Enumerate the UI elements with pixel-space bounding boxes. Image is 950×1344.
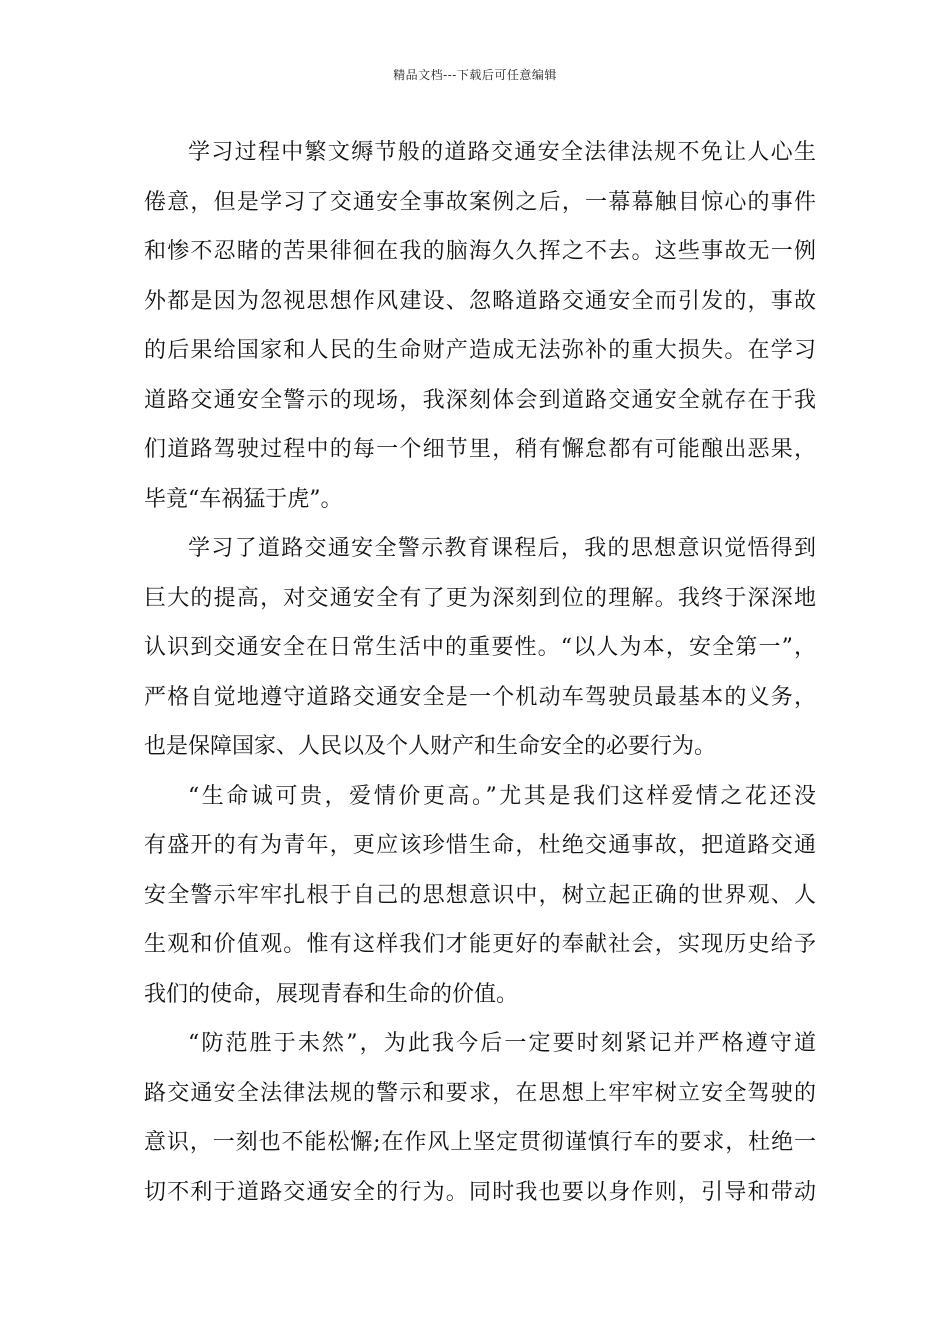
paragraph-4 bbox=[144, 1019, 816, 1217]
text-line: 巨大的提高，对交通安全有了更为深刻到位的理解。我终于深深地 bbox=[144, 585, 816, 611]
text-line: 倦意，但是学习了交通安全事故案例之后，一幕幕触目惊心的事件 bbox=[144, 189, 816, 215]
text-line: 们道路驾驶过程中的每一个细节里，稍有懈怠都有可能酿出恶果， bbox=[144, 437, 816, 462]
text-line: 路交通安全法律法规的警示和要求，在思想上牢牢树立安全驾驶的 bbox=[144, 1080, 816, 1106]
paragraph-1 bbox=[144, 128, 816, 524]
text-line: 学习了道路交通安全警示教育课程后，我的思想意识觉悟得到 bbox=[188, 536, 816, 561]
page-header: 精品文档---下载后可任意编辑 bbox=[393, 68, 557, 82]
text-line: “防范胜于未然”，为此我今后一定要时刻紧记并严格遵守道 bbox=[188, 1031, 816, 1056]
paragraph-3 bbox=[144, 772, 816, 1020]
text-line: 有盛开的有为青年，更应该珍惜生命，杜绝交通事故，把道路交通 bbox=[144, 833, 816, 858]
text-line: 学习过程中繁文缛节般的道路交通安全法律法规不免让人心生 bbox=[188, 140, 816, 165]
text-line: 也是保障国家、人民以及个人财产和生命安全的必要行为。 bbox=[144, 734, 717, 759]
text-line: 毕竟“车祸猛于虎”。 bbox=[144, 486, 343, 512]
text-line: 外都是因为忽视思想作风建设、忽略道路交通安全而引发的，事故 bbox=[144, 288, 816, 314]
text-line: 道路交通安全警示的现场，我深刻体会到道路交通安全就存在于我 bbox=[144, 387, 816, 413]
text-line: 的后果给国家和人民的生命财产造成无法弥补的重大损失。在学习 bbox=[144, 338, 816, 363]
text-line: 生观和价值观。惟有这样我们才能更好的奉献社会，实现历史给予 bbox=[144, 932, 816, 957]
text-line: 严格自觉地遵守道路交通安全是一个机动车驾驶员最基本的义务， bbox=[144, 684, 816, 710]
text-line: 意识，一刻也不能松懈;在作风上坚定贯彻谨慎行车的要求，杜绝一 bbox=[144, 1130, 816, 1155]
document-body bbox=[144, 128, 816, 1217]
text-line: 认识到交通安全在日常生活中的重要性。“以人为本，安全第一”， bbox=[144, 635, 816, 660]
text-line: 和惨不忍睹的苦果徘徊在我的脑海久久挥之不去。这些事故无一例 bbox=[144, 239, 816, 264]
text-line: 切不利于道路交通安全的行为。同时我也要以身作则，引导和带动 bbox=[144, 1179, 816, 1205]
text-line: 安全警示牢牢扎根于自己的思想意识中，树立起正确的世界观、人 bbox=[144, 882, 816, 908]
text-line: “生命诚可贵，爱情价更高。”尤其是我们这样爱情之花还没 bbox=[188, 783, 816, 809]
paragraph-2 bbox=[144, 524, 816, 772]
text-line: 我们的使命，展现青春和生命的价值。 bbox=[144, 981, 519, 1007]
